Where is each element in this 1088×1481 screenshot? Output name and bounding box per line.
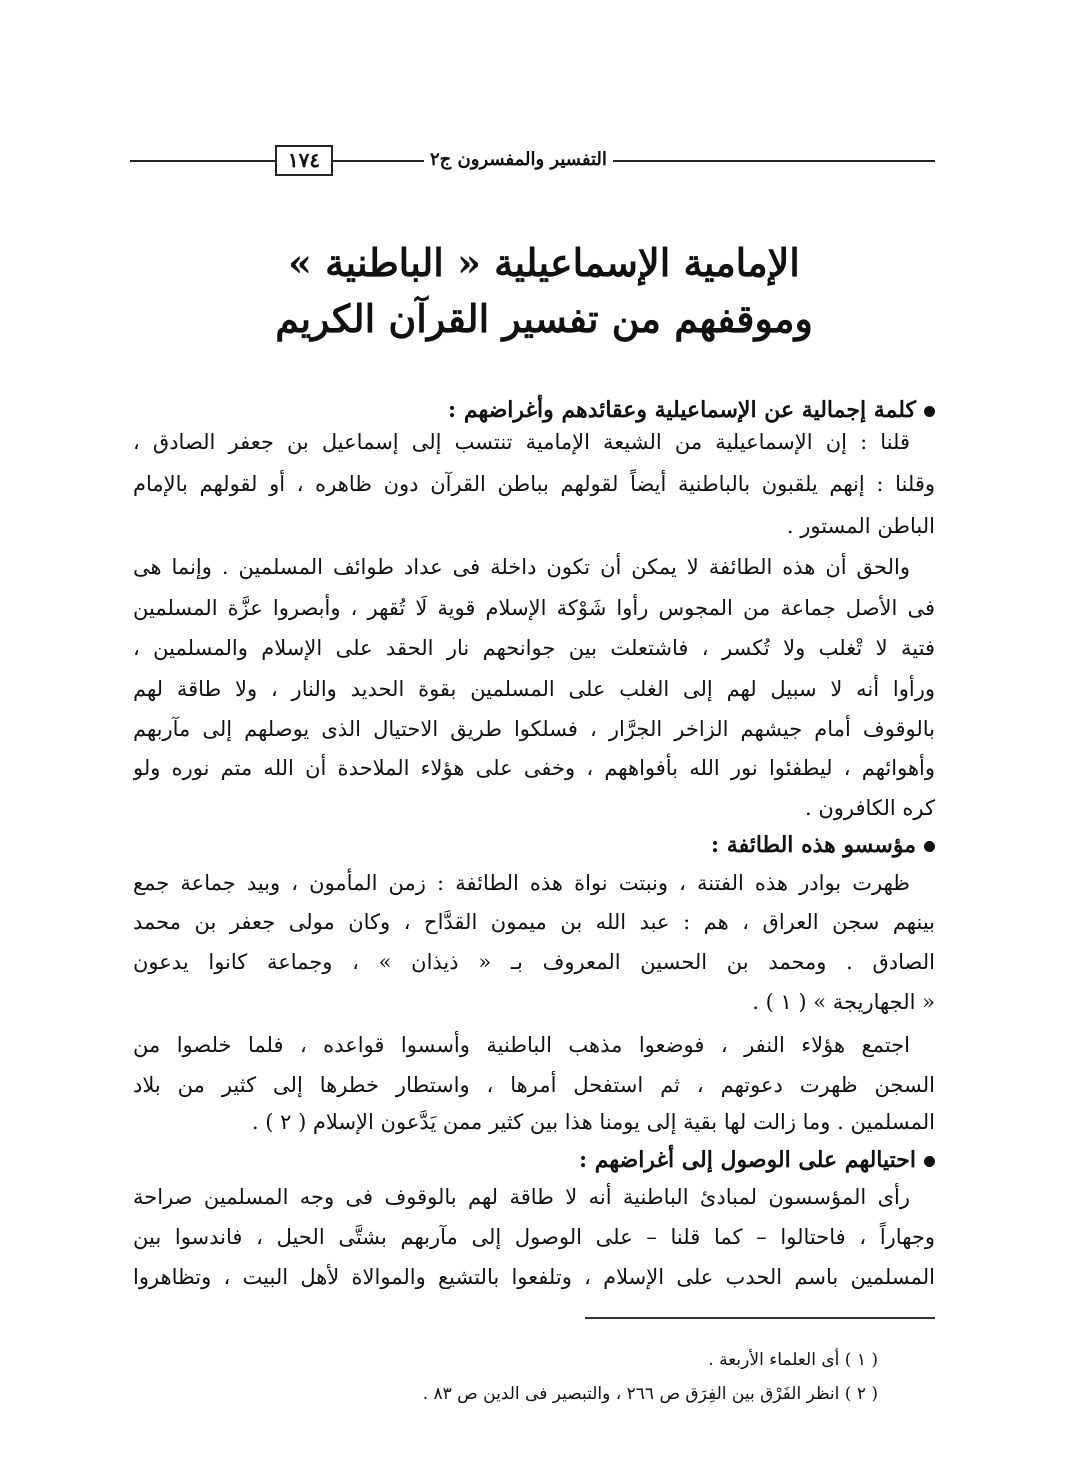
text-line: الباطن المستور . [786,514,935,538]
text-line: ورأوا أنه لا سبيل لهم إلى الغلب على المسلمين بقوة الحديد والنار ، ولا طاقة لهم [133,677,935,701]
section-heading: احتيالهم على الوصول إلى أغراضهم : [133,1140,935,1180]
text-line: كره الكافرون . [804,796,935,820]
text-line: وأهوائهم ، ليطفئوا نور الله بأفواههم ، وخفى على هؤلاء الملاحدة أن الله متم نوره ولو [133,756,935,780]
text-line: الصادق . ومحمد بن الحسين المعروف بـ « ذيذان » ، وجماعة كانوا يدعون [133,950,935,974]
text-line: المسلمين . وما زالت لها بقية إلى يومنا هذا بين كثير ممن يَدَّعون الإسلام ( ٢ ) . [251,1110,935,1134]
chapter-title-line2: وموقفهم من تفسير القرآن الكريم [275,296,813,341]
text-line: فتية لا تْغلب ولا تُكسر ، فاشتعلت بين جوانحهم نار الحقد على الإسلام والمسلمين ، [133,636,935,660]
bullet-icon [924,406,935,417]
chapter-title-line1: الإمامية الإسماعيلية « الباطنية » [288,240,800,285]
section-heading: مؤسسو هذه الطائفة : [133,825,935,865]
text-line: « الجهاريجة » ( ١ ) . [752,990,935,1014]
text-line: السجن ظهرت دعوتهم ، ثم استفحل أمرها ، واستطار خطرها إلى كثير من بلاد [133,1073,935,1097]
text-line: بالوقوف أمام جيشهم الزاخر الجرَّار ، فسلكوا طريق الاحتيال الذى يوصلهم إلى مآربهم [133,717,935,741]
section-heading: كلمة إجمالية عن الإسماعيلية وعقائدهم وأغراضهم : [133,390,935,430]
text-line: رأى المؤسسون لمبادئ الباطنية أنه لا طاقة لهم بالوقوف فى وجه المسلمين صراحة [133,1185,910,1209]
text-line: وقلنا : إنهم يلقبون بالباطنية أيضاً لقولهم بباطن القرآن دون ظاهره ، أو لقولهم بالإمام [133,472,935,496]
text-line: فى الأصل جماعة من المجوس رأوا شَوْكة الإسلام قوية لَا تُقهر ، وأبصروا عزَّة المسلمين [133,596,935,620]
bullet-icon [924,1156,935,1167]
text-line: وجهاراً ، فاحتالوا – كما قلنا – على الوصول إلى مآربهم بشتَّى الحيل ، فاندسوا بين [133,1225,935,1249]
text-line: والحق أن هذه الطائفة لا يمكن أن تكون داخلة فى عداد طوائف المسلمين . وإنما هى [133,555,910,579]
text-line: قلنا : إن الإسماعيلية من الشيعة الإمامية تنتسب إلى إسماعيل بن جعفر الصادق ، [133,430,910,454]
page-header [130,145,935,175]
running-title: التفسير والمفسرون ج٢ [424,145,613,175]
footnote-rule [585,1317,935,1319]
text-line: المسلمين باسم الحدب على الإسلام ، وتلفعوا بالتشيع والموالاة لأهل البيت ، وتظاهروا [133,1265,935,1289]
footnote: ( ١ ) أى العلماء الأربعة . [708,1350,878,1370]
text-line: ظهرت بوادر هذه الفتنة ، ونبتت نواة هذه الطائفة : زمن المأمون ، وبيد جماعة جمع [133,871,910,895]
bullet-icon [924,841,935,852]
text-line: اجتمع هؤلاء النفر ، فوضعوا مذهب الباطنية وأسسوا قواعده ، فلما خلصوا من [133,1033,910,1057]
page-number: ١٧٤ [275,145,333,176]
text-line: بينهم سجن العراق ، هم : عبد الله بن ميمون القدَّاح ، وكان مولى جعفر بن محمد [133,910,935,934]
footnote: ( ٢ ) انظر الفَرْق بين الفِرَق ص ٢٦٦ ، والتبصير فى الدين ص ٨٣ . [422,1384,878,1404]
